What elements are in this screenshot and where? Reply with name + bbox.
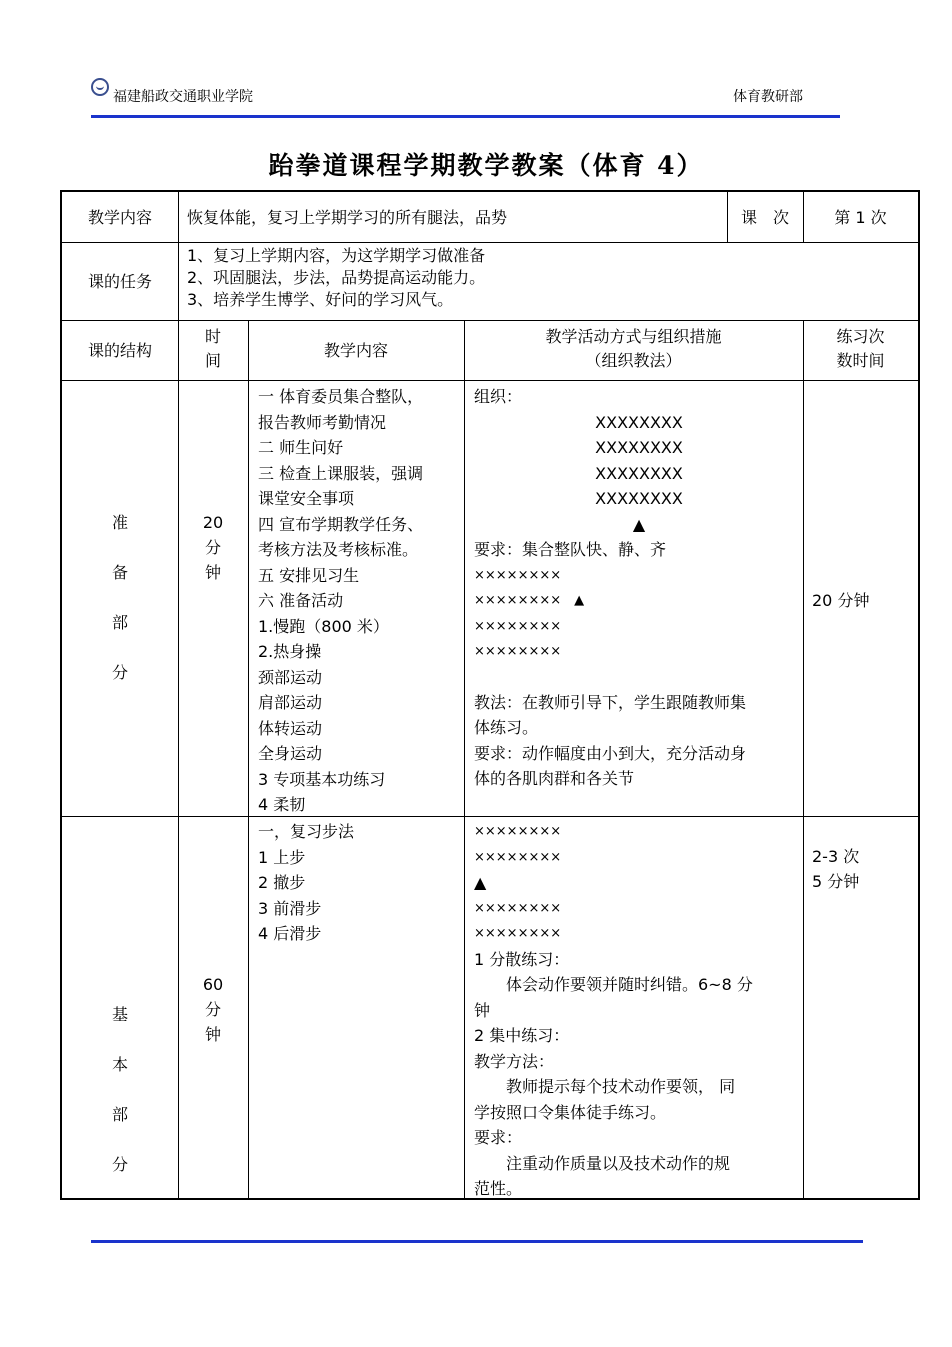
basic-content-line: 2 撤步 — [258, 873, 306, 892]
prep-practice-time: 20 分钟 — [812, 591, 870, 610]
basic-content — [258, 819, 464, 947]
document-title: 跆拳道课程学期教学教案（体育 4） — [268, 151, 704, 180]
prep-content-line: 3 专项基本功练习 — [258, 769, 386, 789]
activity-line: 2 集中练习： — [474, 1026, 570, 1045]
lesson-plan-table — [60, 190, 920, 1200]
college-logo-icon — [91, 78, 109, 96]
activity-line: 教学方法： — [474, 1051, 555, 1071]
prep-content-line: 五 安排见习生 — [258, 565, 360, 585]
header-practice: 练习次 数时间 — [836, 327, 885, 370]
warmup-formation-row: ×××××××× — [474, 567, 562, 583]
formation-row: XXXXXXXX — [595, 412, 683, 432]
basic-content-line: 4 后滑步 — [258, 924, 322, 943]
prep-content-line: 4 柔韧 — [258, 795, 306, 814]
method-line: 教法：在教师引导下，学生跟随教师集 — [474, 692, 747, 712]
formation-row: XXXXXXXX — [595, 463, 683, 483]
row-divider — [62, 320, 918, 321]
header-divider — [91, 115, 840, 118]
prep-content — [258, 384, 464, 818]
basic-time: 60 分 钟 — [202, 975, 224, 1044]
warmup-formation-row: ×××××××× ▲ — [474, 593, 585, 608]
activity-line: 要求： — [474, 1128, 523, 1147]
basic-content-line: 1 上步 — [258, 847, 306, 867]
prep-content-line: 课堂安全事项 — [258, 489, 355, 508]
lesson-number-value: 第 1 次 — [834, 208, 887, 227]
task-item: 1、复习上学期内容，为这学期学习做准备 — [187, 246, 486, 265]
basic-activity — [474, 819, 804, 1202]
lesson-content: 恢复体能，复习上学期学习的所有腿法，品势 — [187, 208, 508, 227]
prep-content-line: 六 准备活动 — [258, 591, 344, 610]
activity-line: 学按照口令集体徒手练习。 — [474, 1102, 667, 1122]
basic-practice-time: 2-3 次 5 分钟 — [812, 847, 860, 891]
prep-content-line: 一 体育委员集合整队， — [258, 387, 424, 406]
prep-content-line: 三 检查上课服装，强调 — [258, 463, 424, 483]
prep-content-line: 体转运动 — [258, 718, 323, 738]
teacher-marker-icon: ▲ — [474, 873, 487, 892]
row-divider — [62, 816, 918, 817]
department-name: 体育教研部 — [733, 89, 803, 105]
activity-line: 注重动作质量以及技术动作的规 — [474, 1153, 731, 1173]
header-structure: 课的结构 — [87, 341, 152, 360]
prep-content-line: 报告教师考勤情况 — [258, 412, 387, 432]
assembly-requirement: 要求：集合整队快、静、齐 — [474, 540, 667, 559]
lesson-number-label: 课 次 — [740, 208, 789, 227]
header-content: 教学内容 — [323, 341, 388, 360]
spacer — [474, 665, 804, 690]
prep-content-line: 全身运动 — [258, 744, 323, 763]
warmup-requirement-line: 体的各肌肉群和各关节 — [474, 769, 635, 788]
footer-divider — [91, 1240, 863, 1243]
formation-row: XXXXXXXX — [595, 438, 683, 457]
prep-content-line: 颈部运动 — [258, 667, 323, 687]
organization-label: 组织： — [474, 387, 523, 406]
prep-content-line: 考核方法及考核标准。 — [258, 540, 419, 559]
prep-content-line: 肩部运动 — [258, 693, 323, 712]
prep-part-label: 准 备 部 分 — [111, 513, 128, 682]
activity-line: 1 分散练习： — [474, 949, 570, 969]
col-divider — [248, 320, 249, 1198]
prep-content-line: 1.慢跑（800 米） — [258, 616, 389, 636]
teacher-marker-icon: ▲ — [632, 514, 646, 534]
col-divider — [464, 320, 465, 1198]
row-divider — [62, 242, 918, 243]
practice-formation-row: ×××××××× — [474, 926, 562, 941]
row-divider — [62, 380, 918, 381]
task-item: 2、巩固腿法，步法，品势提高运动能力。 — [187, 268, 486, 287]
task-item: 3、培养学生博学、好问的学习风气。 — [187, 290, 454, 309]
activity-line: 教师提示每个技术动作要领， 同 — [474, 1077, 736, 1096]
prep-content-line: 2.热身操 — [258, 642, 322, 661]
practice-formation-row: ×××××××× — [474, 900, 562, 916]
activity-line: 钟 — [474, 1000, 491, 1020]
header-activity: 教学活动方式与组织措施 （组织教法） — [545, 327, 722, 370]
practice-formation-row: ×××××××× — [474, 824, 562, 839]
activity-line: 体会动作要领并随时纠错。6~8 分 — [474, 975, 753, 994]
warmup-formation-row: ×××××××× — [474, 618, 562, 634]
header-time: 时 间 — [204, 327, 221, 370]
practice-formation-row: ×××××××× — [474, 849, 562, 865]
formation-row: XXXXXXXX — [595, 489, 683, 508]
basic-part-label: 基 本 部 分 — [111, 1005, 128, 1174]
institution-name: 福建船政交通职业学院 — [113, 89, 253, 105]
prep-content-line: 二 师生问好 — [258, 438, 344, 457]
warmup-requirement-line: 要求：动作幅度由小到大，充分活动身 — [474, 743, 747, 763]
basic-content-line: 3 前滑步 — [258, 898, 322, 918]
activity-line: 范性。 — [474, 1179, 523, 1198]
prep-activity — [474, 384, 804, 792]
row-label-content: 教学内容 — [87, 208, 152, 227]
basic-content-line: 一，复习步法 — [258, 822, 355, 841]
prep-time: 20 分 钟 — [202, 513, 224, 582]
row-label-tasks: 课的任务 — [87, 272, 152, 291]
method-line: 体练习。 — [474, 718, 539, 737]
prep-content-line: 四 宣布学期教学任务、 — [258, 514, 424, 534]
tasks-list — [187, 245, 907, 311]
warmup-formation-row: ×××××××× — [474, 644, 562, 659]
